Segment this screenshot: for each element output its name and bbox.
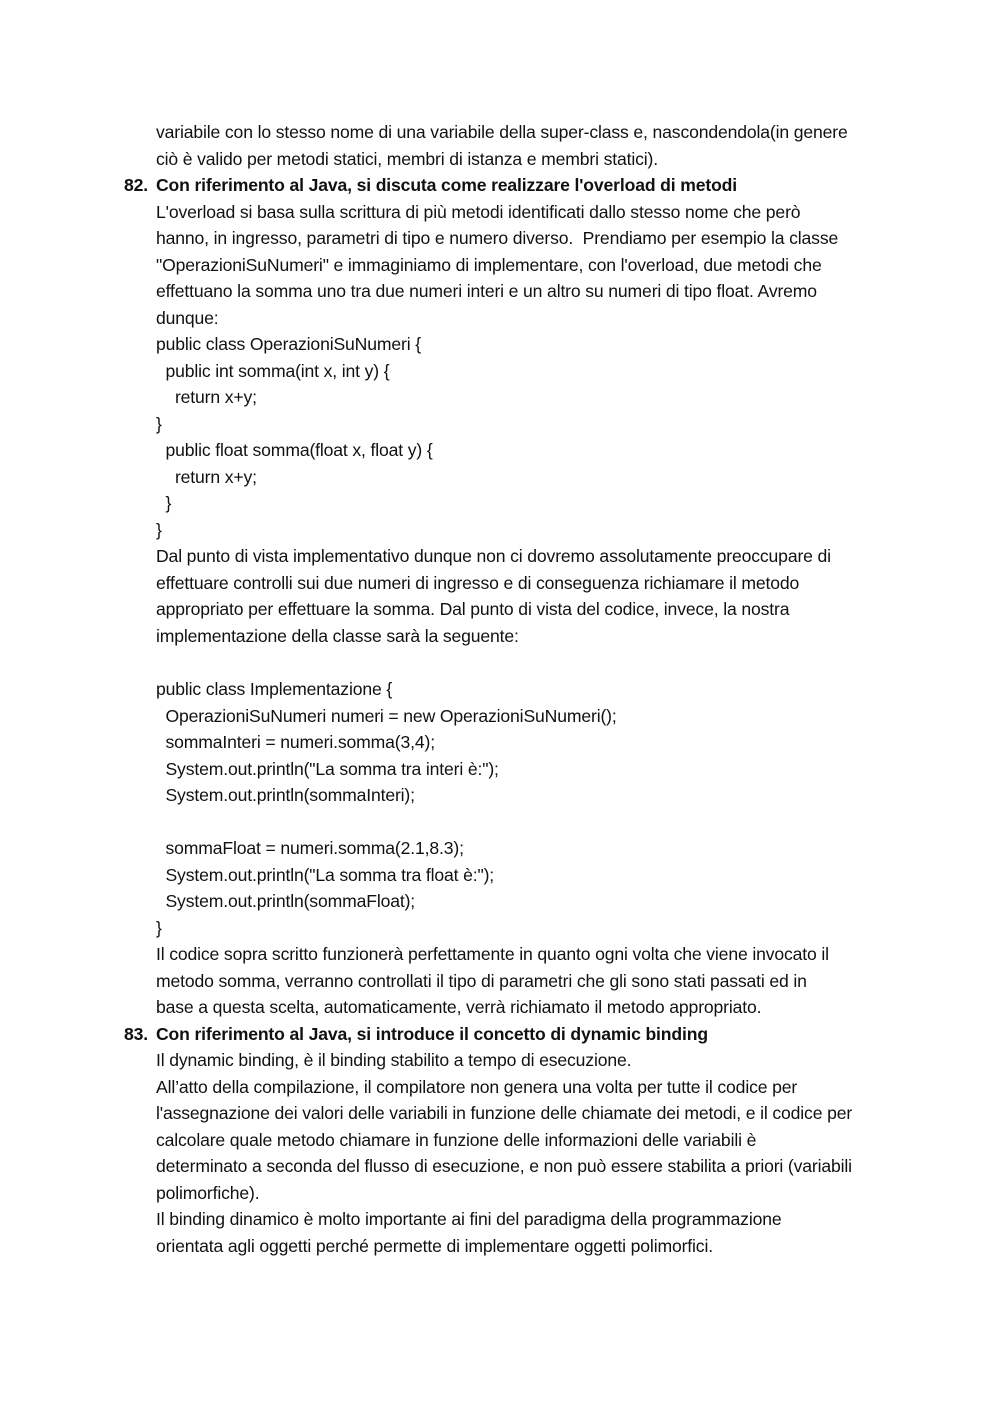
code-line: System.out.println(sommaInteri); [156, 785, 415, 805]
text-line: l'assegnazione dei valori delle variabili in funzione delle chiamate dei metodi, e il codice per [156, 1103, 853, 1123]
code-line: public float somma(float x, float y) { [156, 440, 433, 460]
code-line: } [156, 414, 162, 434]
text-line: dunque: [156, 308, 219, 328]
text-line: effettuano la somma uno tra due numeri interi e un altro su numeri di tipo float. Avremo [156, 281, 817, 301]
code-line: System.out.println("La somma tra interi è:"); [156, 759, 499, 779]
text-line: Il binding dinamico è molto importante ai fini del paradigma della programmazione [156, 1209, 782, 1229]
text-line: calcolare quale metodo chiamare in funzione delle informazioni delle variabili è [156, 1130, 757, 1150]
code-line: public class Implementazione { [156, 679, 393, 699]
text-line: polimorfiche). [156, 1183, 260, 1203]
question-heading-82 [124, 172, 737, 199]
code-line: public int somma(int x, int y) { [156, 361, 390, 381]
question-title: Con riferimento al Java, si introduce il concetto di dynamic binding [156, 1024, 708, 1044]
text-line: appropriato per effettuare la somma. Dal punto di vista del codice, invece, la nostra [156, 599, 790, 619]
text-line: Il dynamic binding, è il binding stabilito a tempo di esecuzione. [156, 1050, 632, 1070]
code-line: public class OperazioniSuNumeri { [156, 334, 421, 354]
question-heading-83 [124, 1021, 708, 1048]
text-line: variabile con lo stesso nome di una variabile della super-class e, nascondendola(in genere [156, 122, 848, 142]
code-line: } [156, 493, 172, 513]
code-line: sommaFloat = numeri.somma(2.1,8.3); [156, 838, 464, 858]
text-line: implementazione della classe sarà la seguente: [156, 626, 519, 646]
question-number: 82. [124, 175, 149, 195]
code-line: } [156, 918, 162, 938]
code-line: return x+y; [156, 387, 257, 407]
question-number: 83. [124, 1024, 149, 1044]
text-line: ciò è valido per metodi statici, membri di istanza e membri statici). [156, 149, 658, 169]
text-line: determinato a seconda del flusso di esecuzione, e non può essere stabilita a priori (variabili [156, 1156, 852, 1176]
text-line: "OperazioniSuNumeri" e immaginiamo di implementare, con l'overload, due metodi che [156, 255, 822, 275]
question-title: Con riferimento al Java, si discuta come realizzare l'overload di metodi [156, 175, 738, 195]
text-line: Il codice sopra scritto funzionerà perfettamente in quanto ogni volta che viene invocato il [156, 944, 829, 964]
text-line: L'overload si basa sulla scrittura di più metodi identificati dallo stesso nome che però [156, 202, 801, 222]
text-line: Dal punto di vista implementativo dunque non ci dovremo assolutamente preoccupare di [156, 546, 831, 566]
code-line: sommaInteri = numeri.somma(3,4); [156, 732, 435, 752]
text-line: hanno, in ingresso, parametri di tipo e numero diverso. Prendiamo per esempio la classe [156, 228, 839, 248]
code-line: return x+y; [156, 467, 257, 487]
code-line: System.out.println("La somma tra float è:"); [156, 865, 495, 885]
code-line: OperazioniSuNumeri numeri = new OperazioniSuNumeri(); [156, 706, 617, 726]
text-line: base a questa scelta, automaticamente, verrà richiamato il metodo appropriato. [156, 997, 762, 1017]
text-line: effettuare controlli sui due numeri di ingresso e di conseguenza richiamare il metodo [156, 573, 800, 593]
text-line: All’atto della compilazione, il compilatore non genera una volta per tutte il codice per [156, 1077, 798, 1097]
code-line: System.out.println(sommaFloat); [156, 891, 416, 911]
text-line: orientata agli oggetti perché permette di implementare oggetti polimorfici. [156, 1236, 713, 1256]
text-line: metodo somma, verranno controllati il tipo di parametri che gli sono stati passati ed in [156, 971, 807, 991]
code-line: } [156, 520, 162, 540]
